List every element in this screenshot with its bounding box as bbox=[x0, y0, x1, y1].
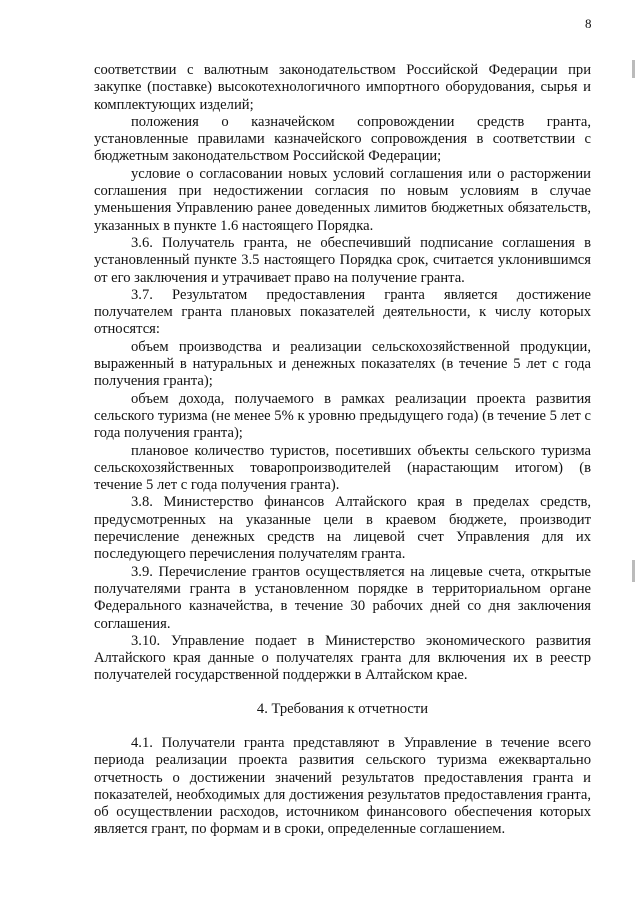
paragraph: соответствии с валютным законодательством Российской Федерации при закупке (поставке) высокотехнологичного импортного оборудования, сырья и комплектующих изделий; bbox=[94, 62, 591, 113]
paragraph: 4.1. Получатели гранта представляют в Управление в течение всего периода реализации проекта развития сельского туризма ежеквартально отчетность о достижении значений результатов предоставления гранта и показателей, необходимых для достижения результатов предоставления гранта, об осуществлении расходов, источником финансового обеспечения которых является грант, по формам и в сроки, определенные соглашением. bbox=[94, 734, 591, 838]
paragraph: 3.10. Управление подает в Министерство экономического развития Алтайского края данные о получателях гранта для включения их в реестр получателей государственной поддержки в Алтайском крае. bbox=[94, 632, 591, 684]
paragraph: положения о казначейском сопровождении средств гранта, установленные правилами казначейского сопровождения в соответствии с бюджетным законодательством Российской Федерации; bbox=[94, 113, 591, 165]
scan-edge-mark bbox=[632, 560, 635, 582]
paragraph: плановое количество туристов, посетивших объекты сельского туризма сельскохозяйственных товаропроизводителей (нарастающим итогом) (в течение 5 лет с года получения гранта). bbox=[94, 442, 591, 494]
scan-edge-mark bbox=[632, 60, 635, 78]
paragraph: 3.6. Получатель гранта, не обеспечивший подписание соглашения в установленный пункте 3.5 настоящего Порядка срок, считается уклонившимся от его заключения и утрачивает право на получение гранта. bbox=[94, 234, 591, 286]
paragraph: 3.9. Перечисление грантов осуществляется на лицевые счета, открытые получателями гранта в установленном порядке в территориальном органе Федерального казначейства, в течение 30 рабочих дней со дня заключения соглашения. bbox=[94, 563, 591, 632]
paragraph: 3.7. Результатом предоставления гранта является достижение получателем гранта плановых показателей деятельности, к числу которых относятся: bbox=[94, 286, 591, 338]
paragraph: 3.8. Министерство финансов Алтайского края в пределах средств, предусмотренных на указанные цели в краевом бюджете, производит перечисление денежных средств на лицевой счет Управления для их последующего перечисления получателям гранта. bbox=[94, 494, 591, 563]
page-number: 8 bbox=[585, 16, 592, 31]
section-heading: 4. Требования к отчетности bbox=[256, 700, 429, 717]
document-body bbox=[94, 62, 591, 839]
paragraph: объем дохода, получаемого в рамках реализации проекта развития сельского туризма (не менее 5% к уровню предыдущего года) (в течение 5 лет с года получения гранта); bbox=[94, 390, 591, 442]
paragraph: условие о согласовании новых условий соглашения или о расторжении соглашения при недостижении согласия по новым условиям в случае уменьшения Управлению ранее доведенных лимитов бюджетных обязательств, указанных в пункте 1.6 настоящего Порядка. bbox=[94, 165, 591, 234]
paragraph: объем производства и реализации сельскохозяйственной продукции, выраженный в натуральных и денежных показателях (в течение 5 лет с года получения гранта); bbox=[94, 338, 591, 390]
